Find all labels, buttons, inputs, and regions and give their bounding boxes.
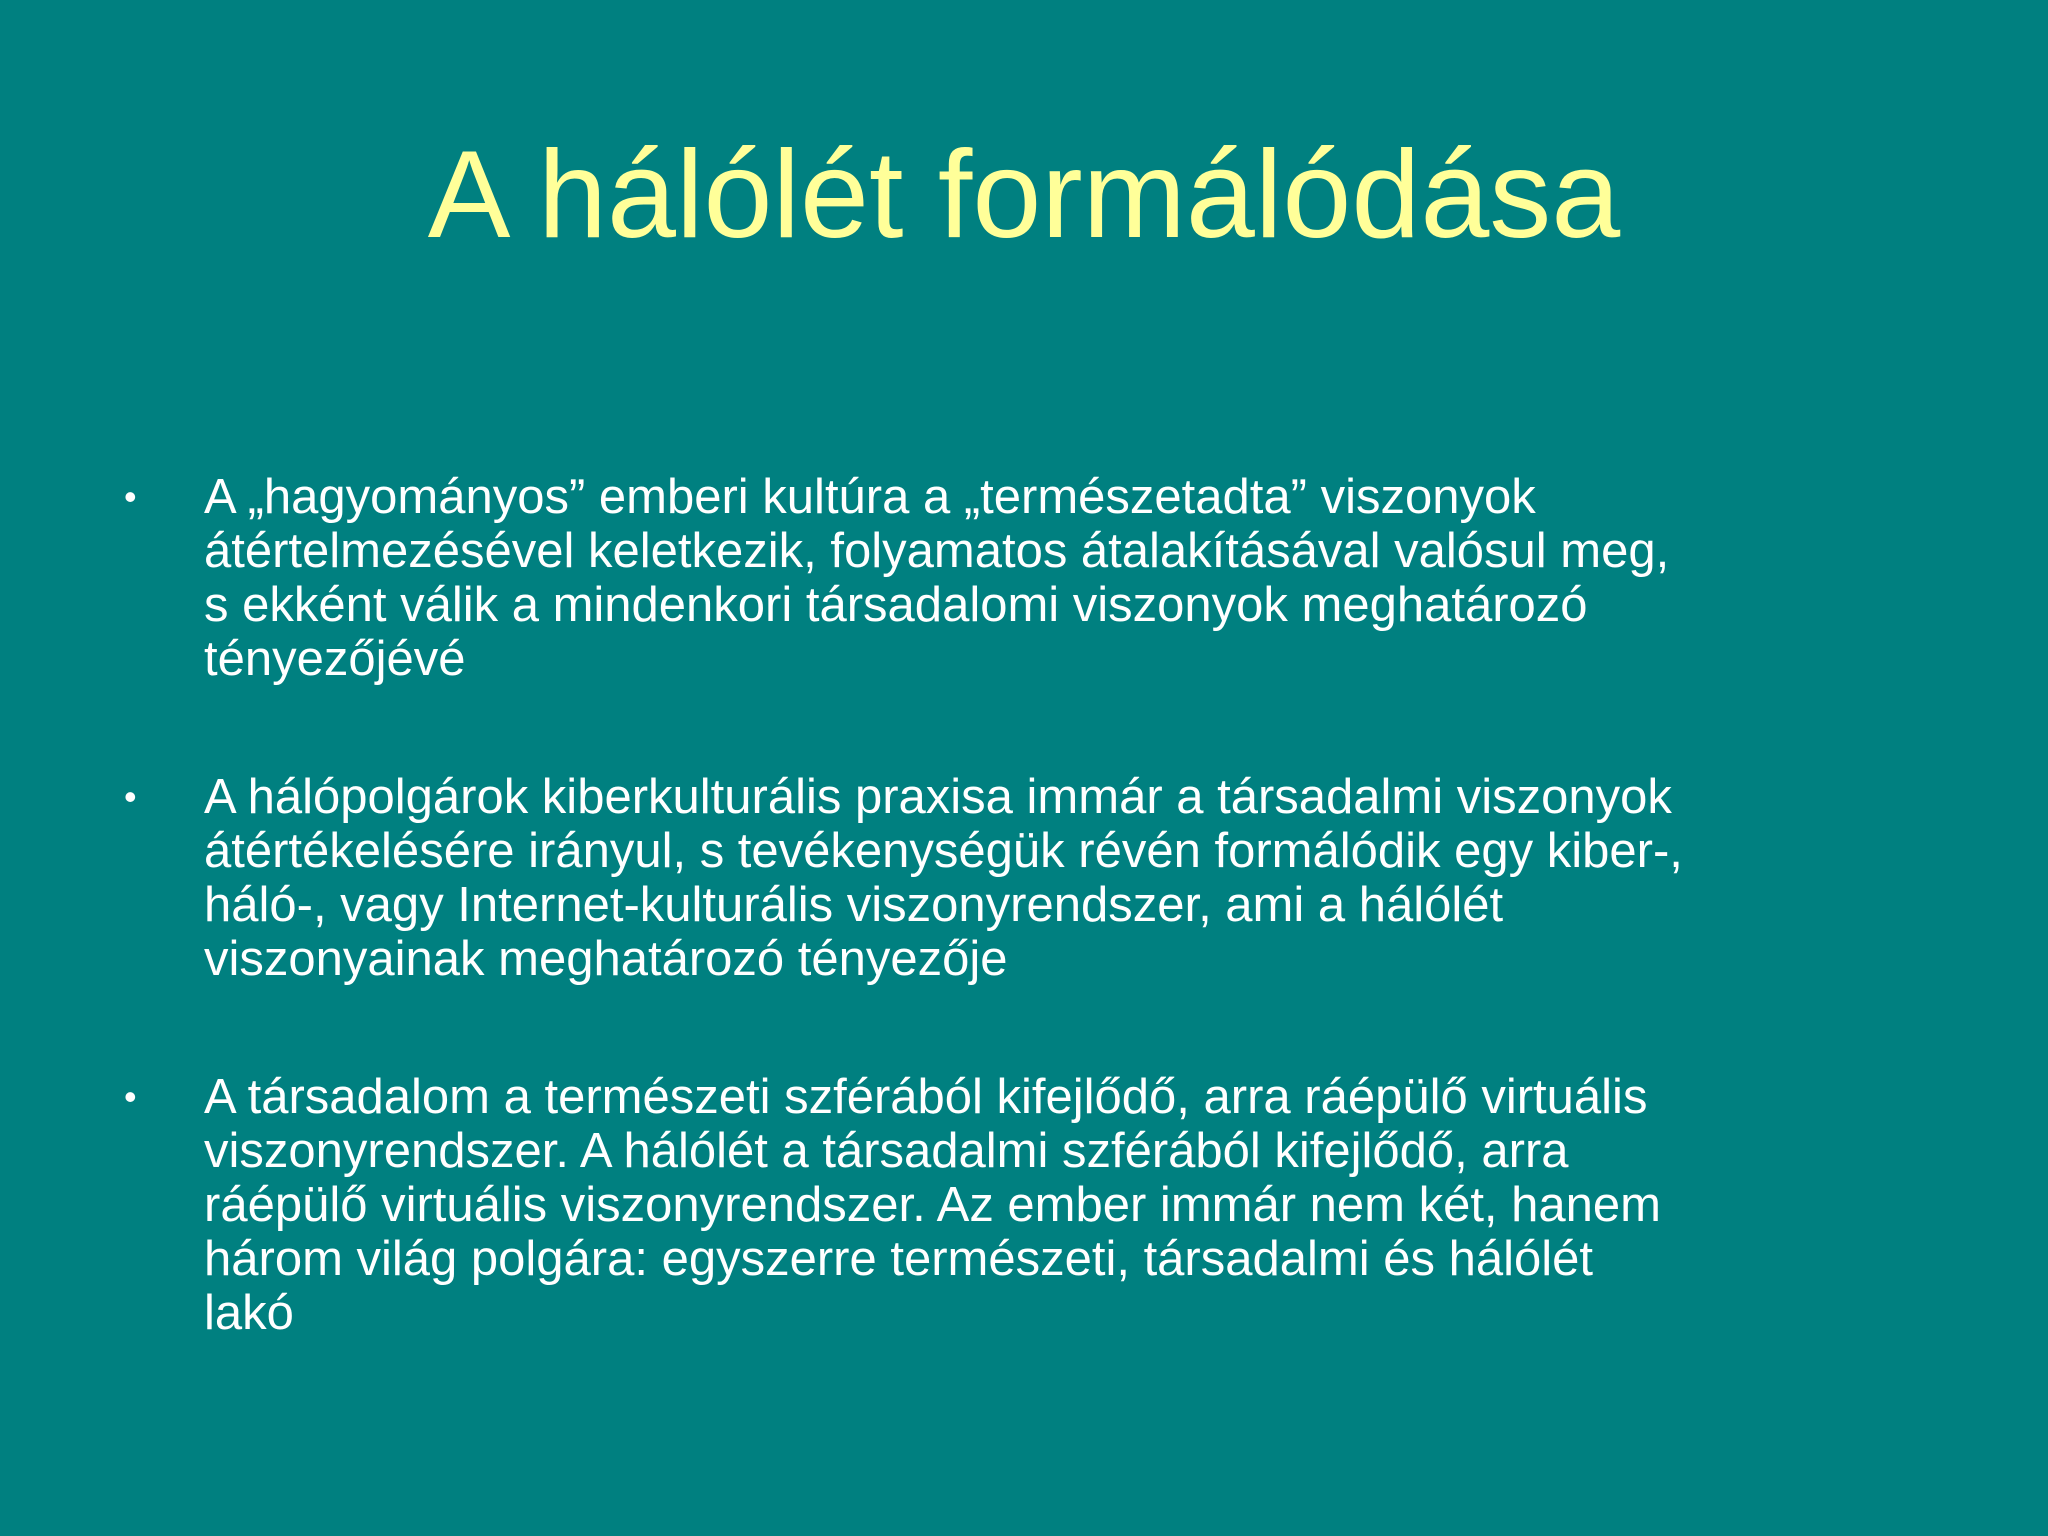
bullet-text: A társadalom a természeti szférából kifejlődő, arra ráépülő virtuális viszonyrendszer. A hálólét a társadalmi szférából kifejlődő, arra ráépülő virtuális viszonyrendszer. Az ember immár nem két, hanem három világ polgára: egyszerre természeti, társadalmi és hálólét lakó [204, 1070, 1661, 1340]
bullet-dot: • [124, 476, 137, 517]
bullet-text: A hálópolgárok kiberkulturális praxisa immár a társadalmi viszonyok átértékelésére irányul, s tevékenységük révén formálódik egy kiber-, háló-, vagy Internet-kulturális viszonyrendszer, ami a hálólét viszonyainak meghatározó tényezője [204, 770, 1683, 986]
bullet-dot: • [124, 776, 137, 817]
bullet-text: A „hagyományos” emberi kultúra a „természetadta” viszonyok átértelmezésével keletkezik, folyamatos átalakításával valósul meg, s ekként válik a mindenkori társadalomi viszonyok meghatározó tényezőjévé [204, 470, 1670, 686]
bullet-dot: • [124, 1076, 137, 1117]
slide-title: A hálólét formálódása [427, 126, 1621, 264]
